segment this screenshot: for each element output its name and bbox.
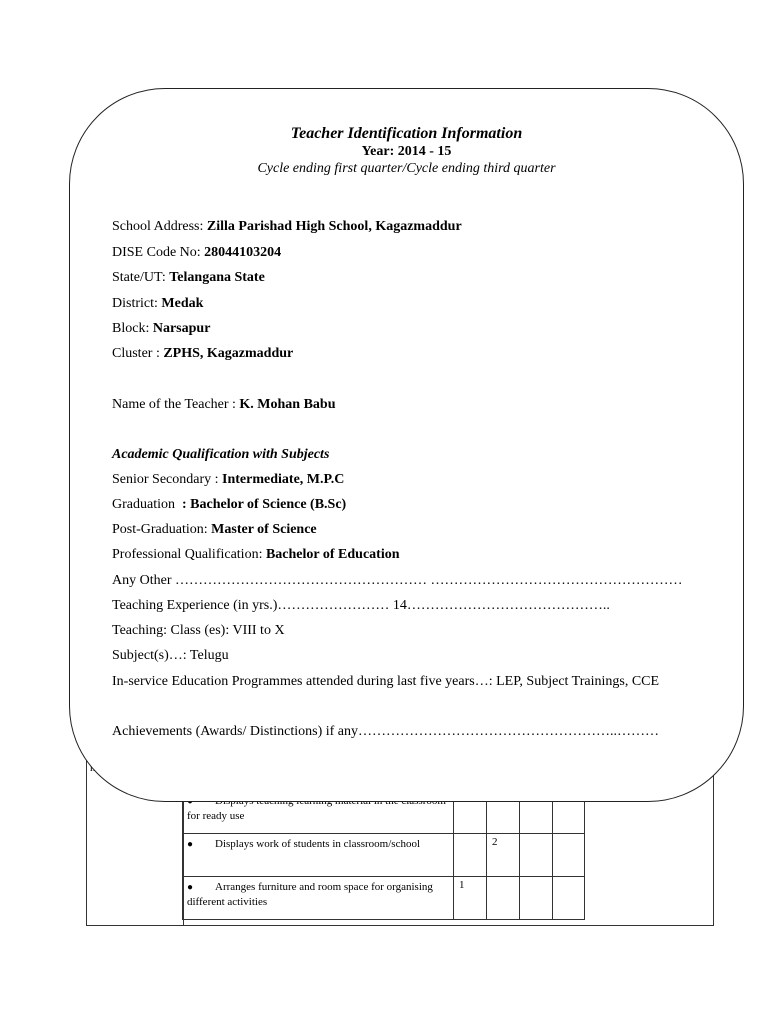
field-label: Cluster : <box>112 346 164 361</box>
field-label: District: <box>112 296 162 311</box>
field-label: Block: <box>112 321 153 336</box>
score-value: 1 <box>459 879 465 891</box>
achievements-line: Achievements (Awards/ Distinctions) if any………………………………………………..……… <box>112 724 659 739</box>
subjects-line: Subject(s)…: Telugu <box>112 648 229 663</box>
score-cell-2 <box>487 877 520 920</box>
field-label: Post-Graduation: <box>112 522 212 537</box>
criteria-text: Arranges furniture and room space for organising different activities <box>187 881 433 908</box>
year-label: Year: 2014 - 15 <box>361 144 452 159</box>
field-value: Zilla Parishad High School, Kagazmaddur <box>206 219 462 234</box>
field-value: Intermediate, M.P.C <box>222 472 345 487</box>
field-label: Senior Secondary : <box>112 472 223 487</box>
score-cell-2 <box>487 834 520 877</box>
teacher-info-card <box>69 88 744 802</box>
cluster-line <box>112 345 701 363</box>
block-line <box>112 320 701 338</box>
score-cell-3 <box>520 877 553 920</box>
card-title: Teacher Identification Information <box>290 125 523 142</box>
teaching-experience-line: Teaching Experience (in yrs.)…………………… 14…………………………………….. <box>112 598 610 613</box>
school-address-line <box>112 218 701 236</box>
score-cell-4 <box>553 834 585 877</box>
criteria-text: Displays work of students in classroom/school <box>215 838 421 850</box>
post-graduation-line <box>112 521 701 539</box>
state-line <box>112 269 701 287</box>
field-label: State/UT: <box>112 270 170 285</box>
field-label: Professional Qualification: <box>112 547 266 562</box>
field-value: Bachelor of Education <box>265 547 400 562</box>
field-value: Master of Science <box>211 522 317 537</box>
bullet-icon: ● <box>187 839 194 850</box>
dise-code-line <box>112 244 701 262</box>
bullet-icon: ● <box>187 882 194 893</box>
teaching-class-line: Teaching: Class (es): VIII to X <box>112 623 285 638</box>
field-value: Medak <box>161 296 204 311</box>
table-row <box>183 834 585 877</box>
field-value: Telangana State <box>169 270 265 285</box>
field-value: 28044103204 <box>204 245 282 260</box>
field-value: Narsapur <box>152 321 211 336</box>
score-cell-1 <box>454 834 487 877</box>
academic-heading: Academic Qualification with Subjects <box>112 447 330 462</box>
teacher-name-line <box>112 396 701 414</box>
graduation-line <box>112 496 701 514</box>
district-line <box>112 295 701 313</box>
cycle-label: Cycle ending first quarter/Cycle ending third quarter <box>257 161 556 176</box>
any-other-line: Any Other ……………………………………………… ……………………………………………… <box>112 573 683 588</box>
criteria-table <box>182 790 585 920</box>
field-label: School Address: <box>112 219 207 234</box>
score-cell-1 <box>454 877 487 920</box>
field-value: ZPHS, Kagazmaddur <box>163 346 294 361</box>
criteria-cell <box>183 877 454 920</box>
field-value: K. Mohan Babu <box>239 397 336 412</box>
field-label: Graduation <box>112 497 182 512</box>
score-cell-3 <box>520 834 553 877</box>
field-label: DISE Code No: <box>112 245 205 260</box>
criteria-text: for ready use <box>187 810 245 822</box>
score-cell-4 <box>553 877 585 920</box>
professional-qualification-line <box>112 546 701 564</box>
table-row <box>183 877 585 920</box>
senior-secondary-line <box>112 471 701 489</box>
inservice-line: In-service Education Programmes attended during last five years…: LEP, Subject Trainings, CCE <box>112 674 660 689</box>
score-value: 2 <box>492 836 498 848</box>
field-label: Name of the Teacher : <box>112 397 240 412</box>
criteria-cell <box>183 834 454 877</box>
field-value: : Bachelor of Science (B.Sc) <box>181 497 347 512</box>
